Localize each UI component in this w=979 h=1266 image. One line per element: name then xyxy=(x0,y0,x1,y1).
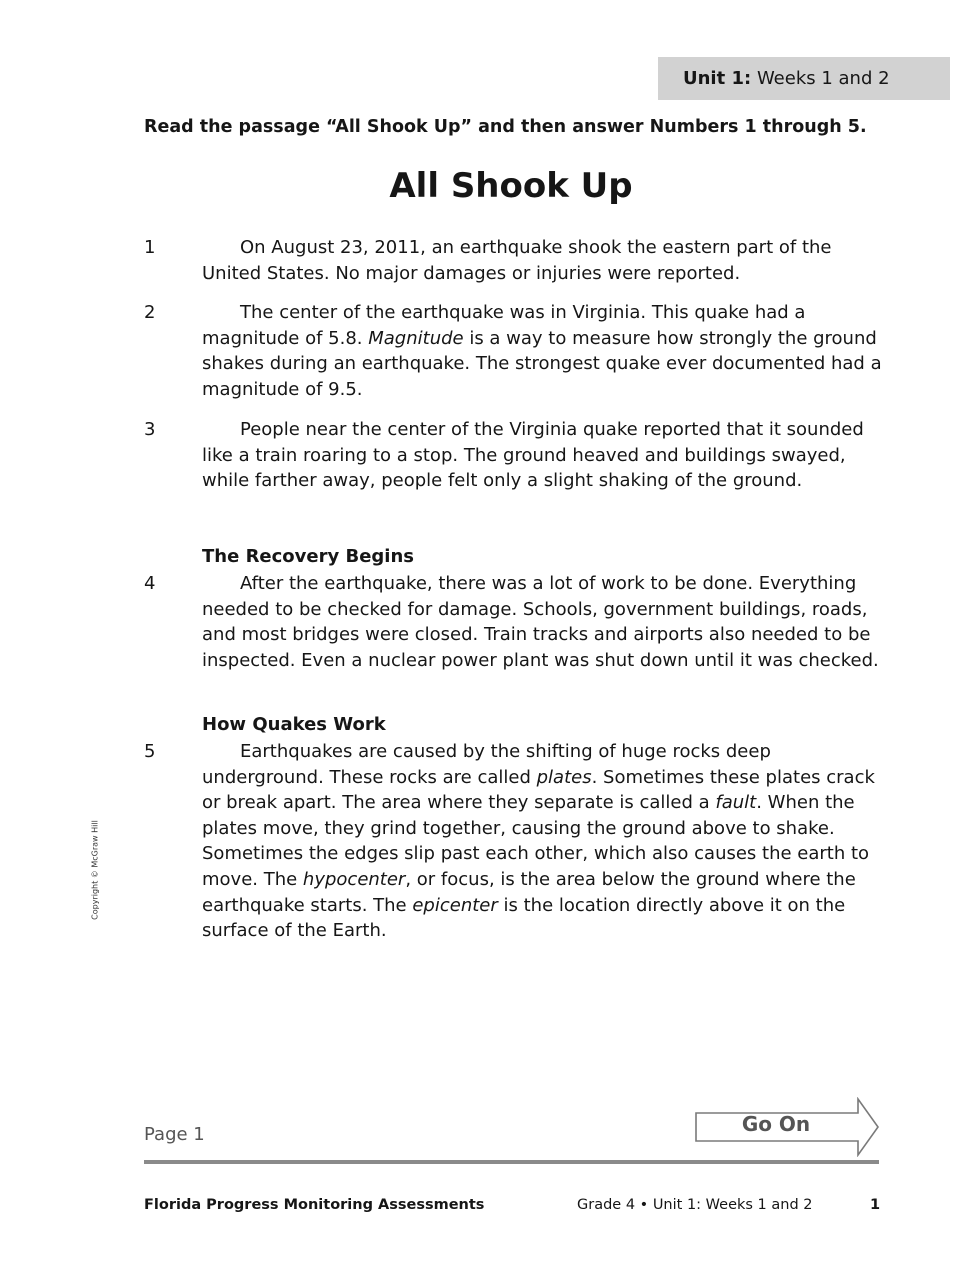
passage-title: All Shook Up xyxy=(389,166,633,206)
italic-term: plates xyxy=(536,766,592,788)
paragraph-text: . Sometimes these plates crack or break apart. The area where they separate is called a xyxy=(202,766,875,814)
italic-term: hypocenter xyxy=(302,868,406,890)
italic-term: Magnitude xyxy=(368,327,464,349)
footer-divider xyxy=(144,1160,879,1164)
unit-label: Unit 1: xyxy=(683,68,752,89)
paragraph-body xyxy=(202,235,884,286)
paragraph-body xyxy=(202,571,884,673)
paragraph-text: is a way to measure how strongly the ground shakes during an earthquake. The strongest quake ever documented had a magnitude of 9.5. xyxy=(202,327,882,400)
paragraph-3 xyxy=(144,417,884,494)
paragraph-number: 3 xyxy=(144,419,156,440)
paragraph-4 xyxy=(144,571,884,673)
paragraph-body xyxy=(202,300,884,402)
paragraph-1 xyxy=(144,235,884,286)
paragraph-text: , or focus, is the area below the ground where the earthquake starts. The xyxy=(202,868,856,916)
paragraph-number: 4 xyxy=(144,573,156,594)
paragraph-text: . When the plates move, they grind together, causing the ground above to shake. Sometimes the edges slip past each other, which also causes the earth to move. The xyxy=(202,792,870,890)
paragraph-number: 1 xyxy=(144,237,156,258)
go-on-label[interactable]: Go On xyxy=(741,1112,811,1136)
footer-grade-unit: Grade 4 • Unit 1: Weeks 1 and 2 xyxy=(577,1197,813,1213)
paragraph-body xyxy=(202,739,884,944)
paragraph-text: is the location directly above it on the surface of the Earth. xyxy=(202,894,846,942)
italic-term: epicenter xyxy=(412,894,498,916)
paragraph-text: Earthquakes are caused by the shifting of huge rocks deep underground. These rocks are called xyxy=(202,741,771,788)
unit-weeks: Weeks 1 and 2 xyxy=(756,68,890,89)
paragraph-5 xyxy=(144,739,884,944)
paragraph-text: On August 23, 2011, an earthquake shook the eastern part of the United States. No major damages or injuries were reported. xyxy=(202,237,832,284)
footer-page-number: 1 xyxy=(870,1197,881,1213)
paragraph-body xyxy=(202,417,884,494)
paragraph-text: The center of the earthquake was in Virginia. This quake had a magnitude of 5.8. xyxy=(202,302,806,349)
italic-term: fault xyxy=(715,792,757,814)
paragraph-text: People near the center of the Virginia quake reported that it sounded like a train roaring to a stop. The ground heaved and buildings swayed, while farther away, people felt only a slight shaking of the ground. xyxy=(202,419,864,492)
copyright-notice: Copyright © McGraw Hill xyxy=(90,820,100,920)
paragraph-text: After the earthquake, there was a lot of work to be done. Everything needed to be checked for damage. Schools, government buildings, roads, and most bridges were closed. Train tracks and airports also needed to be inspected. Even a nuclear power plant was shut down until it was checked. xyxy=(202,573,879,671)
paragraph-number: 5 xyxy=(144,741,156,762)
instructions: Read the passage “All Shook Up” and then answer Numbers 1 through 5. xyxy=(144,117,867,137)
paragraph-number: 2 xyxy=(144,302,156,323)
paragraph-2 xyxy=(144,300,884,402)
section-heading: The Recovery Begins xyxy=(202,546,415,567)
footer-title: Florida Progress Monitoring Assessments xyxy=(144,1197,485,1213)
section-heading: How Quakes Work xyxy=(202,714,386,735)
page-label: Page 1 xyxy=(144,1124,205,1145)
unit-tab xyxy=(658,57,950,100)
